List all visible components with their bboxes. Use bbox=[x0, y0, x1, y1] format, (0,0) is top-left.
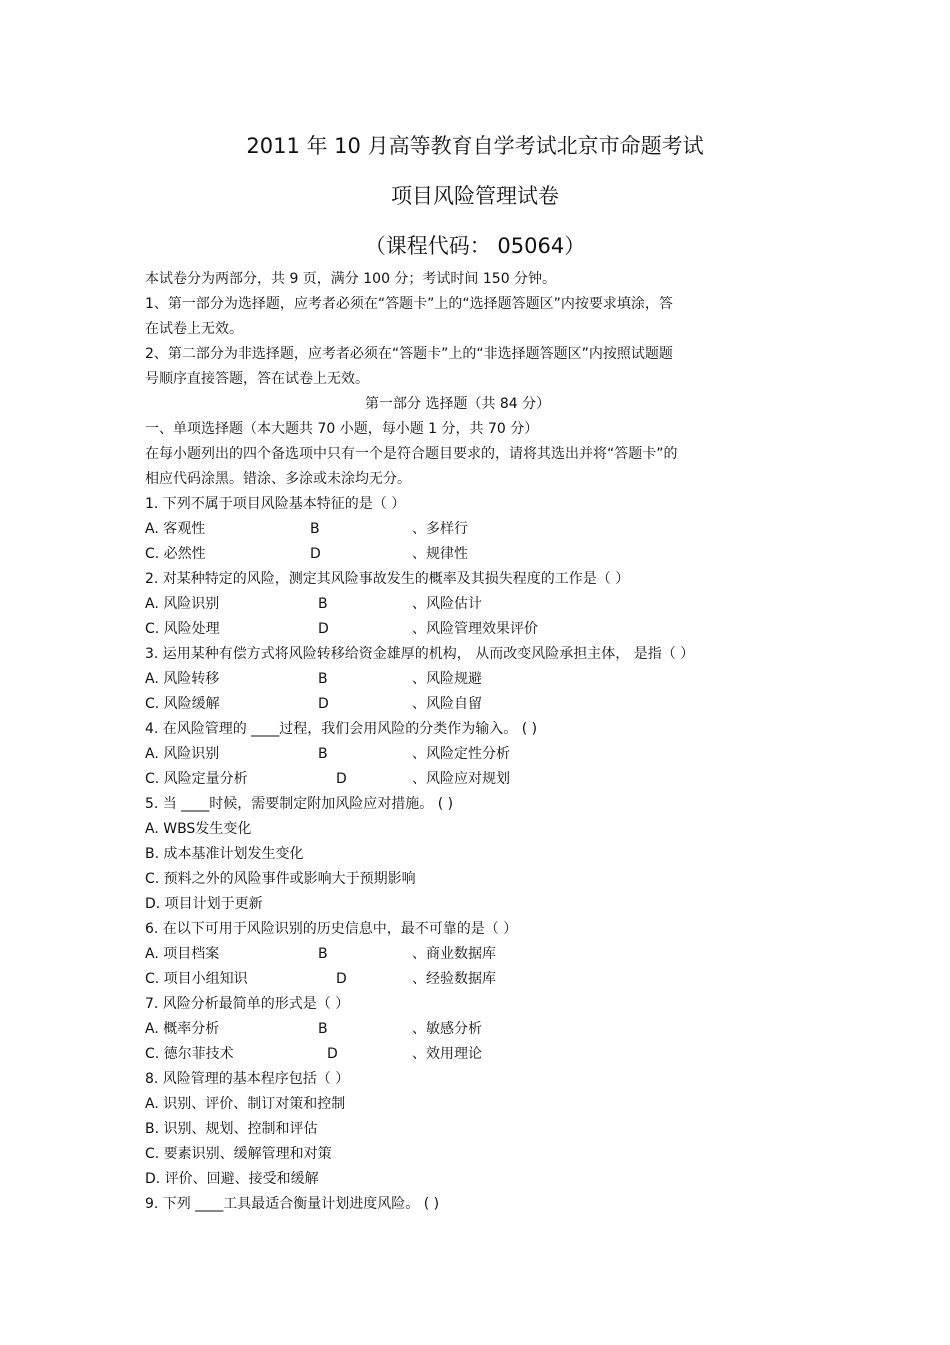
option-b-letter: B bbox=[318, 596, 328, 612]
intro-line: 2、第二部分为非选择题，应考者必须在“答题卡”上的“非选择题答题区”内按照试题题 bbox=[145, 346, 673, 362]
section-heading: 一、单项选择题（本大题共 70 小题，每小题 1 分，共 70 分） bbox=[145, 421, 539, 437]
option-d-text: 、经验数据库 bbox=[412, 971, 496, 987]
option-d-letter: D bbox=[318, 696, 329, 712]
part-heading: 第一部分 选择题（共 84 分） bbox=[365, 396, 551, 412]
option-d: D. 项目计划于更新 bbox=[145, 896, 263, 912]
option-d: D. 评价、回避、接受和缓解 bbox=[145, 1171, 319, 1187]
instruction-line: 相应代码涂黑。错涂、多涂或未涂均无分。 bbox=[145, 471, 411, 487]
option-d-letter: D bbox=[310, 546, 321, 562]
option-a: A. 风险识别 bbox=[145, 746, 220, 762]
option-b-text: 、敏感分析 bbox=[412, 1021, 482, 1037]
option-d-text: 、规律性 bbox=[412, 546, 468, 562]
option-a: A. WBS发生变化 bbox=[145, 821, 252, 837]
option-c: C. 项目小组知识 bbox=[145, 971, 248, 987]
question-stem: 8. 风险管理的基本程序包括（ ） bbox=[145, 1071, 350, 1087]
option-d-letter: D bbox=[327, 1046, 338, 1062]
exam-title: 2011 年 10 月高等教育自学考试北京市命题考试 bbox=[246, 134, 704, 158]
course-code: （课程代码： 05064） bbox=[364, 234, 586, 258]
intro-line: 本试卷分为两部分，共 9 页，满分 100 分；考试时间 150 分钟。 bbox=[145, 271, 557, 287]
option-a: A. 客观性 bbox=[145, 521, 206, 537]
option-b-letter: B bbox=[318, 946, 328, 962]
option-d-text: 、风险自留 bbox=[412, 696, 482, 712]
option-d-letter: D bbox=[318, 621, 329, 637]
option-a: A. 概率分析 bbox=[145, 1021, 220, 1037]
option-b-text: 、风险规避 bbox=[412, 671, 482, 687]
option-a: A. 风险识别 bbox=[145, 596, 220, 612]
option-c: C. 德尔菲技术 bbox=[145, 1046, 234, 1062]
option-c: C. 要素识别、缓解管理和对策 bbox=[145, 1146, 332, 1162]
intro-line: 号顺序直接答题，答在试卷上无效。 bbox=[145, 371, 369, 387]
option-a: A. 识别、评价、制订对策和控制 bbox=[145, 1096, 346, 1112]
option-b-letter: B bbox=[318, 1021, 328, 1037]
option-c: C. 风险缓解 bbox=[145, 696, 220, 712]
question-stem: 5. 当 ____时候，需要制定附加风险应对措施。 ( ) bbox=[145, 796, 454, 812]
question-stem: 2. 对某种特定的风险，测定其风险事故发生的概率及其损失程度的工作是（ ） bbox=[145, 571, 630, 587]
question-stem: 4. 在风险管理的 ____过程，我们会用风险的分类作为输入。 ( ) bbox=[145, 721, 538, 737]
option-b-text: 、商业数据库 bbox=[412, 946, 496, 962]
option-b: B. 成本基准计划发生变化 bbox=[145, 846, 304, 862]
option-b: B. 识别、规划、控制和评估 bbox=[145, 1121, 318, 1137]
instruction-line: 在每小题列出的四个备选项中只有一个是符合题目要求的，请将其选出并将“答题卡”的 bbox=[145, 446, 678, 462]
question-stem: 3. 运用某种有偿方式将风险转移给资金雄厚的机构， 从而改变风险承担主体， 是指（ ） bbox=[145, 646, 695, 662]
intro-line: 1、第一部分为选择题，应考者必须在“答题卡”上的“选择题答题区”内按要求填涂，答 bbox=[145, 296, 673, 312]
option-d-letter: D bbox=[336, 771, 347, 787]
question-stem: 7. 风险分析最简单的形式是（ ） bbox=[145, 996, 350, 1012]
option-b-letter: B bbox=[318, 746, 328, 762]
option-c: C. 必然性 bbox=[145, 546, 206, 562]
question-stem: 6. 在以下可用于风险识别的历史信息中，最不可靠的是（ ） bbox=[145, 921, 518, 937]
intro-line: 在试卷上无效。 bbox=[145, 321, 243, 337]
option-c: C. 风险定量分析 bbox=[145, 771, 248, 787]
option-a: A. 项目档案 bbox=[145, 946, 220, 962]
option-c: C. 预料之外的风险事件或影响大于预期影响 bbox=[145, 871, 416, 887]
option-d-text: 、效用理论 bbox=[412, 1046, 482, 1062]
question-stem: 1. 下列不属于项目风险基本特征的是（ ） bbox=[145, 496, 406, 512]
option-b-letter: B bbox=[318, 671, 328, 687]
option-d-text: 、风险应对规划 bbox=[412, 771, 510, 787]
option-b-text: 、风险定性分析 bbox=[412, 746, 510, 762]
option-a: A. 风险转移 bbox=[145, 671, 220, 687]
question-stem: 9. 下列 ____工具最适合衡量计划进度风险。 ( ) bbox=[145, 1196, 440, 1212]
option-b-text: 、多样行 bbox=[412, 521, 468, 537]
option-b-text: 、风险估计 bbox=[412, 596, 482, 612]
option-b-letter: B bbox=[310, 521, 320, 537]
option-d-text: 、风险管理效果评价 bbox=[412, 621, 538, 637]
paper-title: 项目风险管理试卷 bbox=[391, 184, 559, 208]
option-d-letter: D bbox=[336, 971, 347, 987]
option-c: C. 风险处理 bbox=[145, 621, 220, 637]
